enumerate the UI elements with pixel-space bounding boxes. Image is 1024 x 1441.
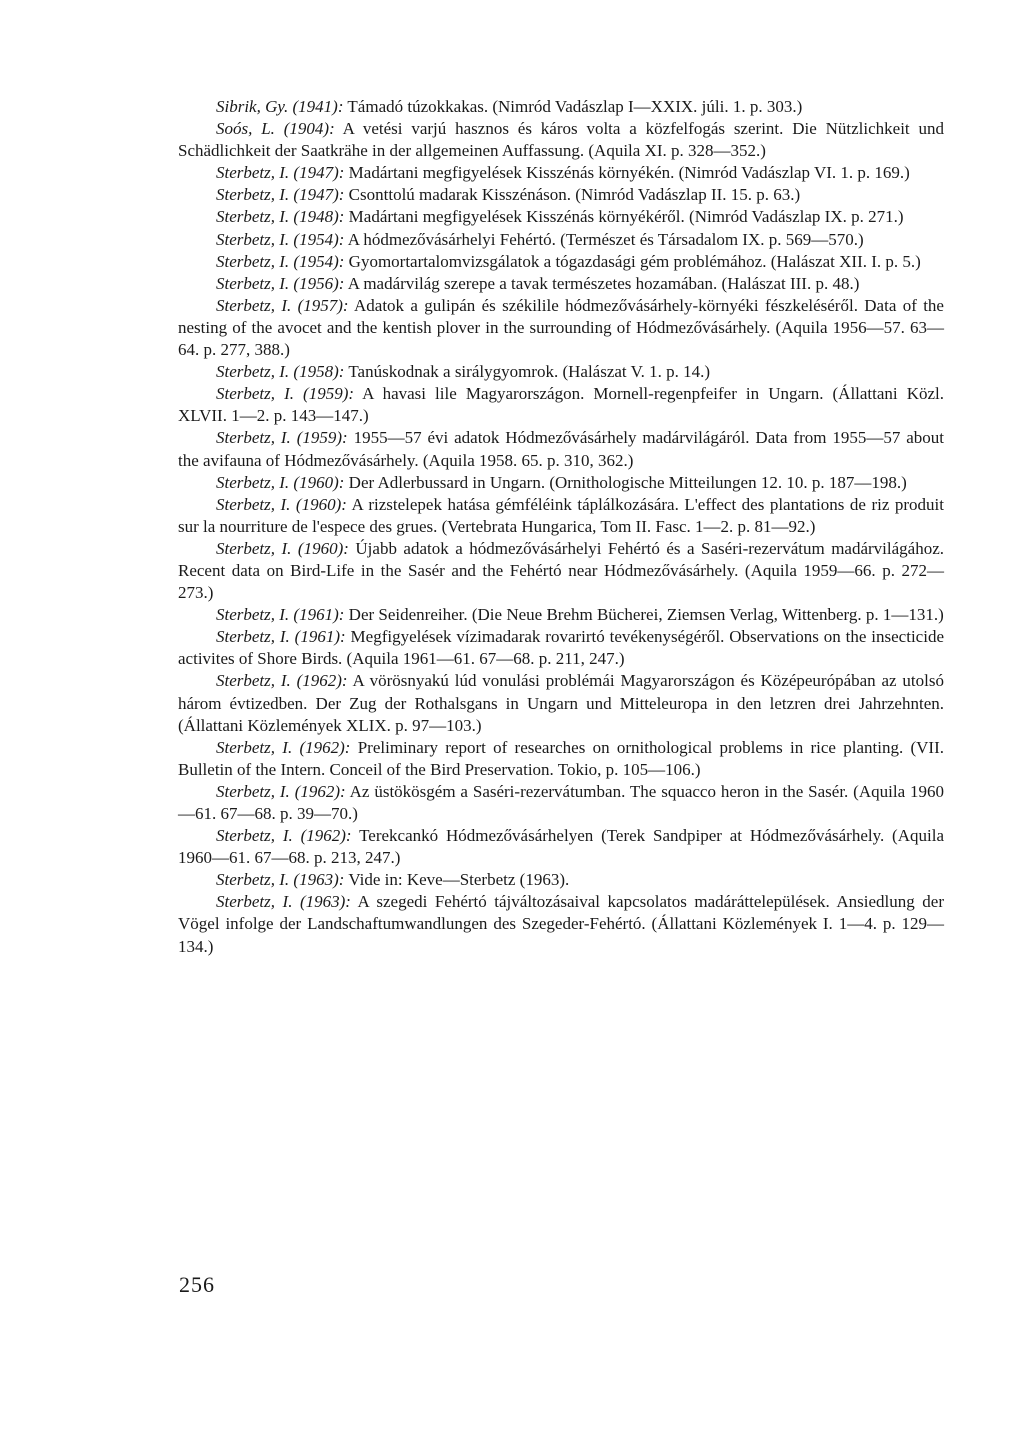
entry-text: A rizstelepek hatása gémféléink táplálkozására. L'effect des plantations de riz produit sur la nourriture de l'espece des grues. (Vertebrata Hungarica, Tom II. Fasc. 1—2. p. 81—92.)	[178, 494, 944, 536]
entry-text: Der Adlerbussard in Ungarn. (Ornithologische Mitteilungen 12. 10. p. 187—198.)	[344, 472, 907, 492]
entry-text: Der Seidenreiher. (Die Neue Brehm Bücherei, Ziemsen Verlag, Wittenberg. p. 1—131.)	[344, 605, 944, 625]
entry-text: Az üstökösgém a Saséri-rezervátumban. The squacco heron in the Sasér. (Aquila 1960—61. 67—68. p. 39—70.)	[178, 781, 944, 823]
bibliography-entry	[178, 118, 944, 162]
entry-text: Madártani megfigyelések Kisszénás környékén. (Nimród Vadászlap VI. 1. p. 169.)	[344, 163, 910, 183]
entry-text: A vörösnyakú lúd vonulási problémái Magyarországon és Középeurópában az utolsó három évtizedben. Der Zug der Rothalsgans in Ungarn und Mitteleuropa in den letzren drei Jahrzehnten. (Állattani Közlemények XLIX. p. 97—103.)	[178, 671, 944, 735]
bibliography-entry	[178, 206, 944, 228]
entry-author: Sterbetz, I. (1958):	[216, 362, 345, 382]
entry-author: Sterbetz, I. (1956):	[216, 273, 345, 293]
entry-text: A madárvilág szerepe a tavak természetes hozamában. (Halászat III. p. 48.)	[344, 273, 860, 293]
entry-author: Sterbetz, I. (1947):	[216, 163, 345, 183]
entry-text: A havasi lile Magyarországon. Mornell-regenpfeifer in Ungarn. (Állattani Közl. XLVII. 1—2. p. 143—147.)	[178, 384, 945, 426]
entry-author: Sterbetz, I. (1961):	[216, 627, 346, 647]
entry-author: Sterbetz, I. (1960):	[216, 538, 349, 558]
bibliography-entry	[178, 383, 944, 427]
bibliography-entry	[178, 737, 944, 781]
bibliography-entry	[178, 472, 944, 494]
entry-text: A hódmezővásárhelyi Fehértó. (Természet és Társadalom IX. p. 569—570.)	[344, 229, 864, 249]
bibliography-entry	[178, 361, 944, 383]
entry-text: Gyomortartalomvizsgálatok a tógazdasági gém problémához. (Halászat XII. I. p. 5.)	[344, 251, 921, 271]
entry-author: Sterbetz, I. (1962):	[216, 781, 346, 801]
entry-author: Sterbetz, I. (1959):	[216, 428, 348, 448]
entry-text: Tanúskodnak a sirálygyomrok. (Halászat V. 1. p. 14.)	[344, 362, 711, 382]
bibliography-entry	[178, 891, 944, 957]
entry-text: Adatok a gulipán és székilile hódmezővásárhely-környéki fészkeléséről. Data of the nesting of the avocet and the kentish plover in the surrounding of Hódmezővásárhely. (Aquila 1956—57. 63—64. p. 277, 388.)	[178, 295, 944, 360]
entry-author: Soós, L. (1904):	[216, 119, 335, 139]
entry-author: Sterbetz, I. (1960):	[216, 494, 347, 514]
bibliography-entry	[178, 604, 944, 626]
entry-author: Sterbetz, I. (1962):	[216, 671, 348, 691]
entry-author: Sterbetz, I. (1957):	[216, 295, 349, 315]
bibliography-list	[178, 96, 944, 958]
entry-text: 1955—57 évi adatok Hódmezővásárhely madárvilágáról. Data from 1955—57 about the avifauna of Hódmezővásárhely. (Aquila 1958. 65. p. 310, 362.)	[178, 428, 944, 470]
entry-text: Újabb adatok a hódmezővásárhelyi Fehértó és a Saséri-rezervátum madárvilágához. Recent data on Bird-Life in the Sasér and the Fehértó near Hódmezővásárhely. (Aquila 1959—66. p. 272—273.)	[178, 538, 944, 603]
entry-author: Sterbetz, I. (1959):	[216, 384, 355, 404]
bibliography-entry	[178, 781, 944, 825]
entry-text: Csonttolú madarak Kisszénáson. (Nimród Vadászlap II. 15. p. 63.)	[344, 185, 801, 205]
entry-author: Sterbetz, I. (1962):	[216, 826, 352, 846]
entry-text: Megfigyelések vízimadarak rovarirtó tevékenységéről. Observations on the insecticide activites of Shore Birds. (Aquila 1961—61. 67—68. p. 211, 247.)	[178, 627, 944, 669]
entry-author: Sterbetz, I. (1963):	[216, 892, 351, 912]
bibliography-entry	[178, 96, 944, 118]
bibliography-entry	[178, 869, 944, 891]
entry-author: Sterbetz, I. (1954):	[216, 229, 345, 249]
bibliography-entry	[178, 162, 944, 184]
page-number: 256	[179, 1272, 215, 1297]
bibliography-entry	[178, 825, 944, 869]
entry-text: Vide in: Keve—Sterbetz (1963).	[344, 870, 570, 890]
bibliography-entry	[178, 295, 944, 361]
entry-text: Támadó túzokkakas. (Nimród Vadászlap I—XXIX. júli. 1. p. 303.)	[343, 97, 803, 116]
entry-author: Sterbetz, I. (1961):	[216, 605, 345, 625]
entry-text: A szegedi Fehértó tájváltozásaival kapcsolatos madáráttelepülések. Ansiedlung der Vögel infolge der Landschaftumwandlungen des Szegeder-Fehértó. (Állattani Közlemények I. 1—4. p. 129—134.)	[178, 892, 944, 956]
bibliography-entry	[178, 670, 944, 736]
entry-text: A vetési varjú hasznos és káros volta a közfelfogás szerint. Die Nützlichkeit und Schädlichkeit der Saatkrähe in der allgemeinen Auffassung. (Aquila XI. p. 328—352.)	[178, 119, 944, 161]
entry-author: Sterbetz, I. (1954):	[216, 251, 345, 271]
bibliography-entry	[178, 251, 944, 273]
bibliography-entry	[178, 494, 944, 538]
entry-author: Sterbetz, I. (1947):	[216, 185, 345, 205]
bibliography-entry	[178, 273, 944, 295]
entry-author: Sterbetz, I. (1963):	[216, 870, 345, 890]
bibliography-entry	[178, 229, 944, 251]
bibliography-entry	[178, 538, 944, 604]
entry-author: Sibrik, Gy. (1941):	[216, 97, 344, 116]
bibliography-entry	[178, 427, 944, 471]
entry-text: Terekcankó Hódmezővásárhelyen (Terek Sandpiper at Hódmezővásárhely. (Aquila 1960—61. 67—68. p. 213, 247.)	[178, 826, 944, 868]
entry-author: Sterbetz, I. (1948):	[216, 207, 345, 227]
entry-author: Sterbetz, I. (1960):	[216, 472, 345, 492]
entry-text: Madártani megfigyelések Kisszénás környékéről. (Nimród Vadászlap IX. p. 271.)	[344, 207, 904, 227]
bibliography-entry	[178, 626, 944, 670]
entry-author: Sterbetz, I. (1962):	[216, 737, 351, 757]
entry-text: Preliminary report of researches on ornithological problems in rice planting. (VII. Bulletin of the Intern. Conceil of the Bird Preservation. Tokio, p. 105—106.)	[178, 737, 944, 779]
bibliography-entry	[178, 184, 944, 206]
